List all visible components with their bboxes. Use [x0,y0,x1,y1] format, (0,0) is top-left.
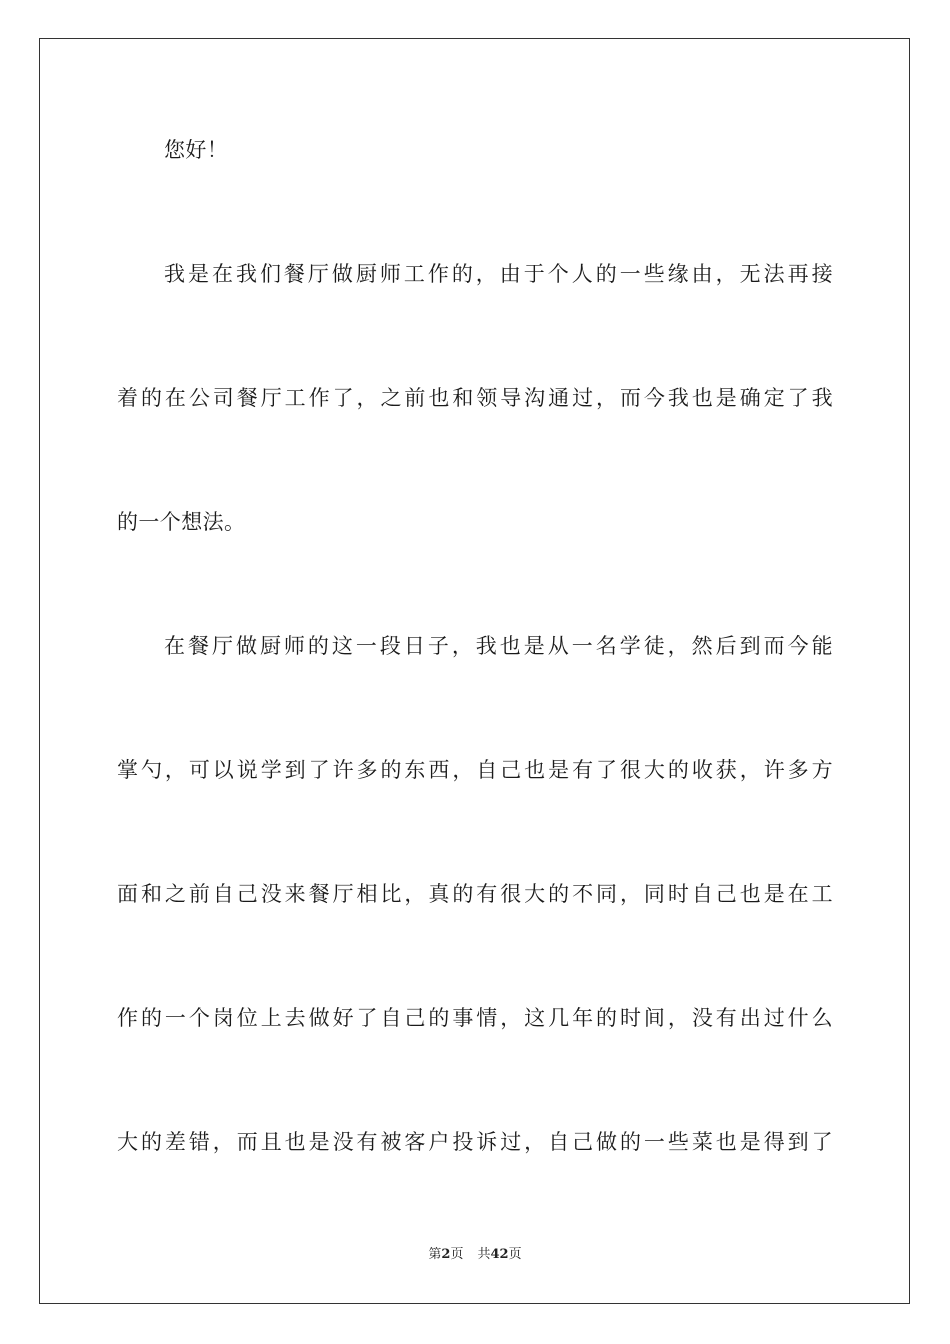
total-suffix: 页 [508,1247,522,1262]
paragraph-1-line-2: 着的在公司餐厅工作了，之前也和领导沟通过，而今我也是确定了我 [117,386,833,410]
paragraph-2-line-1: 在餐厅做厨师的这一段日子，我也是从一名学徒，然后到而今能 [164,634,833,658]
paragraph-1-line-3: 的一个想法。 [117,510,246,534]
paragraph-2-line-4: 作的一个岗位上去做好了自己的事情，这几年的时间，没有出过什么 [117,1006,833,1030]
paragraph-1-line-1: 我是在我们餐厅做厨师工作的，由于个人的一些缘由，无法再接 [164,262,833,286]
page-footer [0,1246,950,1264]
page-suffix: 页 [450,1247,464,1262]
paragraph-2-line-5: 大的差错，而且也是没有被客户投诉过，自己做的一些菜也是得到了 [117,1130,833,1154]
total-prefix: 共 [477,1247,491,1262]
page-prefix: 第 [428,1247,442,1262]
page-border [39,38,910,1304]
total-pages: 42 [490,1247,509,1262]
paragraph-2-line-2: 掌勺，可以说学到了许多的东西，自己也是有了很大的收获，许多方 [117,758,833,782]
page-number: 2 [441,1247,451,1262]
paragraph-2-line-3: 面和之前自己没来餐厅相比，真的有很大的不同，同时自己也是在工 [117,882,833,906]
greeting-line: 您好！ [164,138,229,162]
